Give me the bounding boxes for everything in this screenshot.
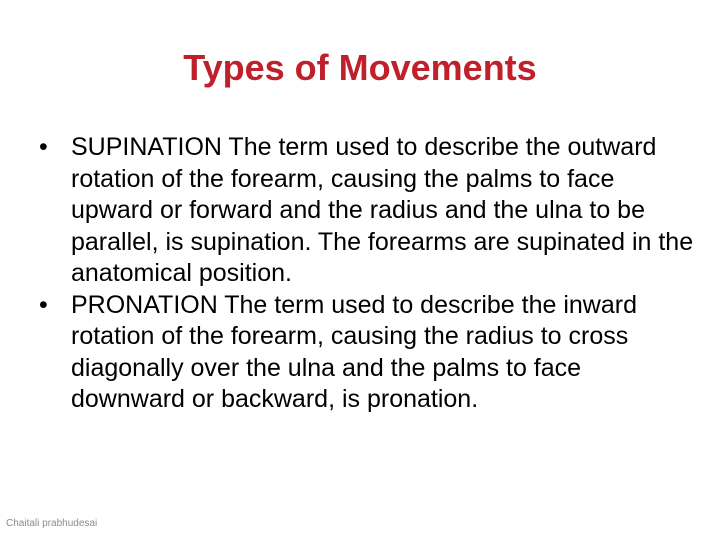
footer-author: Chaitali prabhudesai xyxy=(6,518,98,529)
bullet-item-supination xyxy=(39,132,699,290)
bullet-text-pronation: PRONATION The term used to describe the inward rotation of the forearm, causing the radius to cross diagonally over the ulna and the palms to face downward or backward, is pronation. xyxy=(71,290,637,413)
bullet-item-pronation xyxy=(39,290,699,416)
bullet-marker-icon: • xyxy=(39,290,48,319)
bullet-marker-icon: • xyxy=(39,133,48,161)
bullet-list xyxy=(39,132,699,416)
slide-title: Types of Movements xyxy=(183,47,537,88)
bullet-text-supination: SUPINATION The term used to describe the outward rotation of the forearm, causing the palms to face upward or forward and the radius and the ulna to be parallel, is supination. The forearms are supinated in the anatomical position. xyxy=(71,133,694,287)
